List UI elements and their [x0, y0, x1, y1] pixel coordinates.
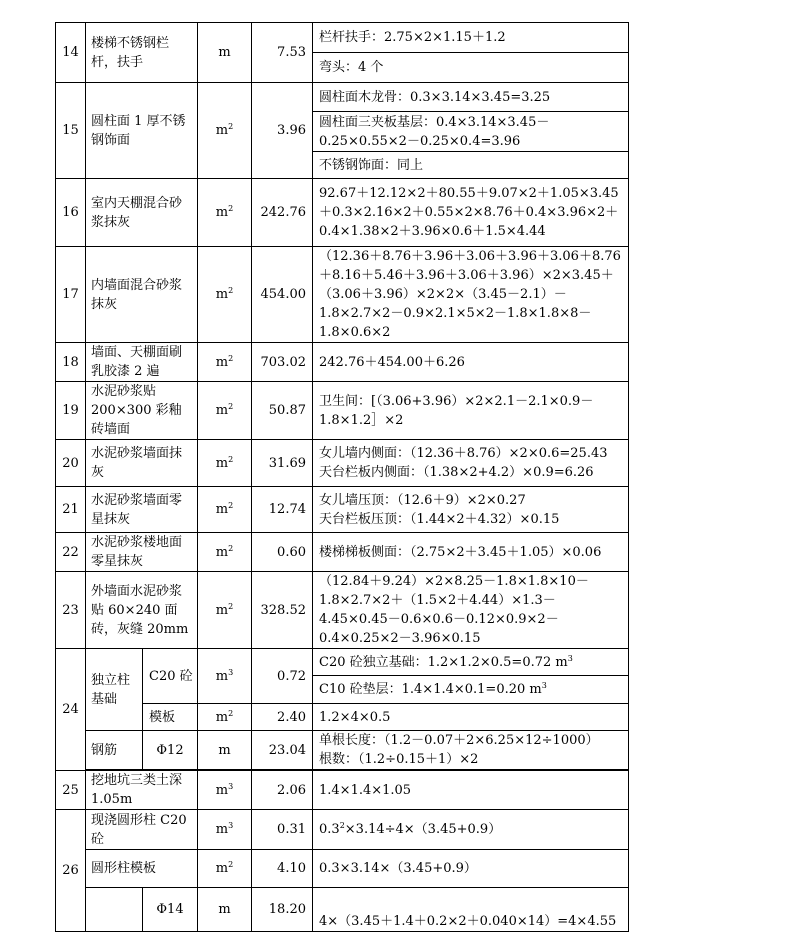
empty-cell: [86, 888, 143, 932]
table-row: [56, 343, 629, 382]
row-number: 17: [56, 247, 86, 343]
quantity: 0.72: [252, 649, 313, 704]
item-name: 圆形柱模板: [86, 850, 198, 888]
table-row: [56, 382, 629, 440]
unit-text: m: [215, 123, 229, 138]
quantity: 454.00: [252, 247, 313, 343]
row-number: 16: [56, 179, 86, 247]
quantity: 12.74: [252, 487, 313, 533]
calculation: [313, 810, 629, 850]
unit: [198, 343, 252, 382]
unit-text: m: [215, 354, 229, 370]
quantity: 7.53: [252, 23, 313, 83]
sub-item-name: Φ12: [143, 731, 198, 770]
unit: [198, 771, 252, 810]
quantity: 703.02: [252, 343, 313, 382]
table-row: [56, 440, 629, 487]
quantity: 50.87: [252, 382, 313, 440]
calc-exponent: 3: [567, 653, 573, 663]
unit-exponent: 2: [228, 601, 234, 611]
unit-exponent: 3: [228, 667, 234, 677]
item-name: 水泥砂浆贴 200×300 彩釉砖墙面: [86, 382, 198, 440]
unit-exponent: 2: [228, 402, 234, 411]
item-name: 水泥砂浆墙面零星抹灰: [86, 487, 198, 533]
quantity: 242.76: [252, 179, 313, 247]
quantity: 3.96: [252, 83, 313, 179]
calculation: 弯头：4 个: [313, 53, 629, 83]
unit-exponent: 2: [228, 122, 234, 131]
unit-exponent: 3: [228, 781, 234, 791]
calculation: 242.76＋454.00＋6.26: [313, 343, 629, 382]
item-name: 室内天棚混合砂浆抹灰: [86, 179, 198, 247]
quantity: 31.69: [252, 440, 313, 487]
unit-exponent: 3: [228, 821, 234, 830]
table-row: [56, 487, 629, 533]
table-row: [56, 810, 629, 850]
item-name: 外墙面水泥砂浆贴 60×240 面砖，灰缝 20mm: [86, 572, 198, 649]
quantity-calculation-table: [55, 22, 629, 932]
unit: [198, 810, 252, 850]
unit-text: m: [215, 544, 229, 560]
calc-text: C10 砼垫层：1.4×1.4×0.1=0.20 m: [319, 682, 542, 697]
calculation: 卫生间：[（3.06+3.96）×2×2.1－2.1×0.9－1.8×1.2］×2: [313, 382, 629, 440]
quantity: 2.06: [252, 771, 313, 810]
calculation: 栏杆扶手：2.75×2×1.15＋1.2: [313, 23, 629, 53]
item-group-name: 独立柱基础: [86, 649, 143, 731]
calculation: （12.84＋9.24）×2×8.25－1.8×1.8×10－1.8×2.7×2＋（1.5×2＋4.44）×1.3－4.45×0.45－0.6×0.6－0.12×0.9×2－0.4×0.25×2－3.96×0.15: [313, 572, 629, 649]
row-number: 18: [56, 343, 86, 382]
unit-text: m: [215, 287, 229, 302]
table-row: [56, 771, 629, 810]
unit: [198, 487, 252, 533]
unit: [198, 649, 252, 704]
unit-exponent: 2: [228, 353, 234, 363]
calculation: [313, 440, 629, 487]
table-row: [56, 850, 629, 888]
unit-text: m: [215, 403, 229, 418]
unit: [198, 850, 252, 888]
item-name: 水泥砂浆楼地面零星抹灰: [86, 533, 198, 572]
calc-text: 0.3: [319, 822, 340, 837]
row-number: 26: [56, 810, 86, 932]
calculation: 楼梯梯板侧面：（2.75×2＋3.45＋1.05）×0.06: [313, 533, 629, 572]
unit-text: m: [215, 822, 229, 837]
calculation: （12.36＋8.76＋3.96＋3.06＋3.96＋3.06＋8.76＋8.16＋5.46＋3.96＋3.06＋3.96）×2×3.45＋（3.06＋3.96）×2×2×（3.45－2.1）－1.8×2.7×2－0.9×2.1×5×2－1.8×1.8×8－1.8×0.6×2: [313, 247, 629, 343]
table-row: [56, 533, 629, 572]
calculation: 4×（3.45＋1.4＋0.2×2＋0.040×14）=4×4.55: [313, 888, 629, 932]
calc-line: 单根长度：（1.2－0.07＋2×6.25×12÷1000）: [319, 733, 599, 748]
quantity: 23.04: [252, 731, 313, 770]
table-row: [56, 731, 629, 770]
table-row: [56, 179, 629, 247]
row-number: 21: [56, 487, 86, 533]
unit-exponent: 2: [228, 860, 234, 869]
item-name: 水泥砂浆墙面抹灰: [86, 440, 198, 487]
unit-exponent: 2: [228, 286, 234, 295]
item-group-name: 钢筋: [86, 731, 143, 770]
quantity: 328.52: [252, 572, 313, 649]
calculation: [313, 649, 629, 676]
unit: [198, 247, 252, 343]
item-name: 圆柱面 1 厚不锈钢饰面: [86, 83, 198, 179]
row-number: 20: [56, 440, 86, 487]
unit-text: m: [215, 502, 229, 517]
calculation: 圆柱面木龙骨：0.3×3.14×3.45=3.25: [313, 83, 629, 112]
quantity: 4.10: [252, 850, 313, 888]
sub-item-name: Φ14: [143, 888, 198, 932]
unit: [198, 83, 252, 179]
calculation: 92.67＋12.12×2＋80.55＋9.07×2＋1.05×3.45＋0.3×2.16×2＋0.55×2×8.76＋0.4×3.96×2＋0.4×1.38×2＋3.96×0.6＋1.5×4.44: [313, 179, 629, 247]
unit-text: m: [215, 455, 229, 471]
calc-line: 根数：（1.2÷0.15＋1）×2: [319, 752, 479, 767]
table-row: [56, 83, 629, 112]
unit: [198, 179, 252, 247]
calculation: 1.4×1.4×1.05: [313, 771, 629, 810]
quantity: 0.31: [252, 810, 313, 850]
quantity: 2.40: [252, 704, 313, 731]
item-name: 楼梯不锈钢栏杆，扶手: [86, 23, 198, 83]
unit-exponent: 2: [228, 708, 234, 718]
calc-line: 女儿墙压顶：（12.6＋9）×2×0.27: [319, 492, 526, 508]
unit: m: [198, 23, 252, 83]
sub-item-name: 模板: [143, 704, 198, 731]
unit: [198, 704, 252, 731]
calculation: [313, 676, 629, 704]
unit-text: m: [215, 861, 229, 876]
calculation: 不锈钢饰面：同上: [313, 152, 629, 179]
table-row: [56, 23, 629, 53]
unit: m: [198, 888, 252, 932]
quantity: 0.60: [252, 533, 313, 572]
row-number: 23: [56, 572, 86, 649]
unit: [198, 382, 252, 440]
unit: m: [198, 731, 252, 770]
row-number: 15: [56, 83, 86, 179]
calc-line: 女儿墙内侧面：（12.36＋8.76）×2×0.6=25.43: [319, 446, 608, 461]
quantity: 18.20: [252, 888, 313, 932]
unit-text: m: [215, 602, 229, 618]
item-name: 挖地坑三类土深 1.05m: [86, 771, 198, 810]
unit-exponent: 2: [228, 501, 234, 510]
calculation: 圆柱面三夹板基层：0.4×3.14×3.45－0.25×0.55×2－0.25×0.4=3.96: [313, 112, 629, 152]
calculation: 0.3×3.14×（3.45+0.9）: [313, 850, 629, 888]
table-row: [56, 572, 629, 649]
unit-text: m: [215, 205, 229, 220]
item-name: 现浇圆形柱 C20 砼: [86, 810, 198, 850]
calc-text: ×3.14÷4×（3.45+0.9）: [344, 822, 502, 837]
unit-text: m: [215, 782, 229, 798]
calc-exponent: 2: [339, 821, 345, 830]
table-row: [56, 888, 629, 932]
calc-exponent: 3: [541, 681, 547, 690]
row-number: 14: [56, 23, 86, 83]
row-number: 19: [56, 382, 86, 440]
unit-text: m: [215, 709, 229, 725]
unit-exponent: 2: [228, 454, 234, 464]
calculation: [313, 487, 629, 533]
unit: [198, 533, 252, 572]
calc-line: 天台栏板压顶：（1.44×2＋4.32）×0.15: [319, 511, 560, 527]
unit: [198, 572, 252, 649]
calculation: 1.2×4×0.5: [313, 704, 629, 731]
item-name: 墙面、天棚面刷乳胶漆 2 遍: [86, 343, 198, 382]
unit: [198, 440, 252, 487]
table-row: [56, 247, 629, 343]
unit-exponent: 2: [228, 204, 234, 213]
table-row: [56, 649, 629, 676]
unit-exponent: 2: [228, 543, 234, 553]
row-number: 24: [56, 649, 86, 771]
calc-line: 天台栏板内侧面：（1.38×2+4.2）×0.9=6.26: [319, 465, 594, 480]
calculation: [313, 731, 629, 770]
row-number: 25: [56, 771, 86, 810]
unit-text: m: [215, 668, 229, 684]
item-name: 内墙面混合砂浆抹灰: [86, 247, 198, 343]
sub-item-name: C20 砼: [143, 649, 198, 704]
row-number: 22: [56, 533, 86, 572]
calc-text: C20 砼独立基础：1.2×1.2×0.5=0.72 m: [319, 654, 568, 670]
